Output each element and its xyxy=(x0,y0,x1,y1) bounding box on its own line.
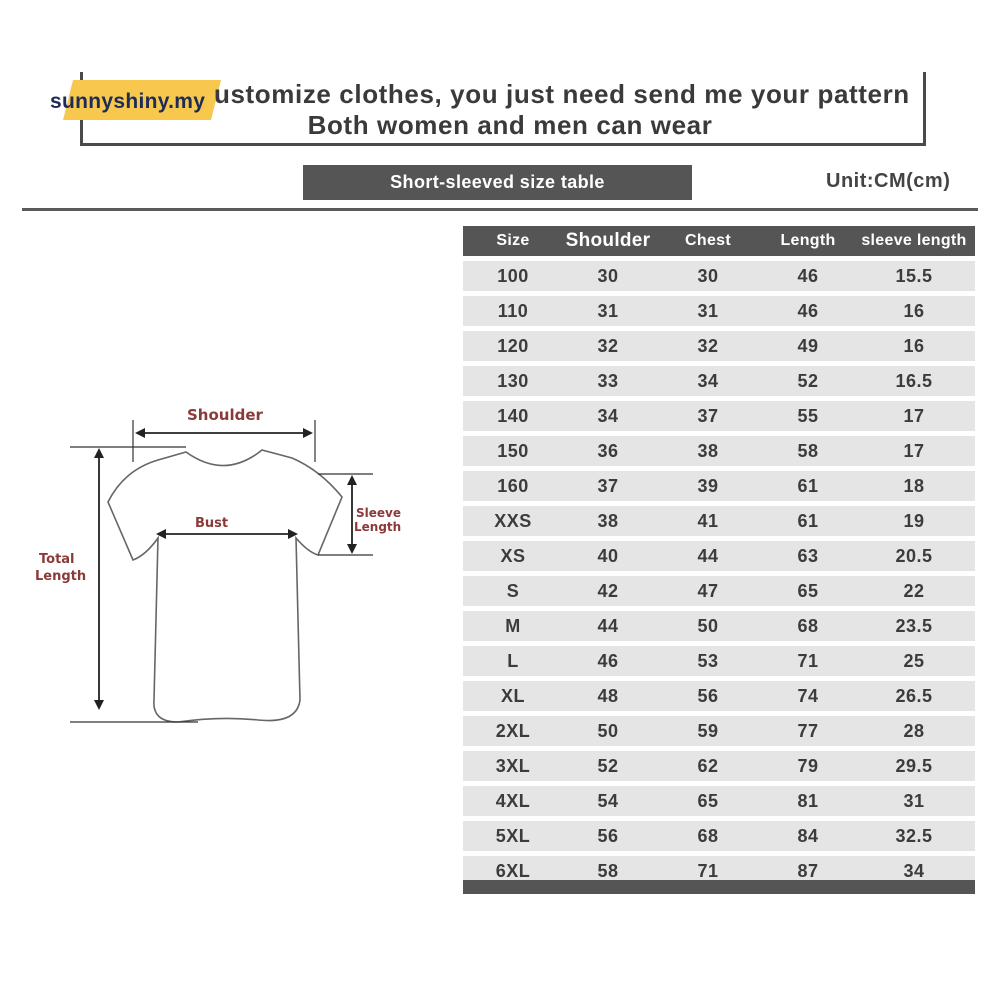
cell-shoulder: 40 xyxy=(563,541,653,571)
cell-sleeve-length: 16 xyxy=(853,331,975,361)
cell-sleeve-length: 34 xyxy=(853,856,975,886)
cell-length: 46 xyxy=(763,296,853,326)
cell-shoulder: 30 xyxy=(563,261,653,291)
cell-length: 68 xyxy=(763,611,853,641)
column-header-sleeve-length: sleeve length xyxy=(853,226,975,256)
cell-sleeve-length: 19 xyxy=(853,506,975,536)
cell-sleeve-length: 29.5 xyxy=(853,751,975,781)
table-row xyxy=(463,366,975,396)
cell-size: XS xyxy=(463,541,563,571)
table-row xyxy=(463,331,975,361)
cell-chest: 62 xyxy=(653,751,763,781)
cell-shoulder: 52 xyxy=(563,751,653,781)
cell-shoulder: 46 xyxy=(563,646,653,676)
cell-sleeve-length: 20.5 xyxy=(853,541,975,571)
table-row xyxy=(463,821,975,851)
cell-size: 3XL xyxy=(463,751,563,781)
cell-sleeve-length: 18 xyxy=(853,471,975,501)
cell-sleeve-length: 23.5 xyxy=(853,611,975,641)
cell-chest: 32 xyxy=(653,331,763,361)
size-table xyxy=(463,221,975,891)
cell-chest: 47 xyxy=(653,576,763,606)
cell-shoulder: 44 xyxy=(563,611,653,641)
table-header-row xyxy=(463,226,975,256)
cell-size: 100 xyxy=(463,261,563,291)
table-row xyxy=(463,506,975,536)
table-row xyxy=(463,261,975,291)
size-table-title: Short-sleeved size table xyxy=(303,165,692,200)
cell-sleeve-length: 22 xyxy=(853,576,975,606)
cell-shoulder: 56 xyxy=(563,821,653,851)
cell-length: 77 xyxy=(763,716,853,746)
cell-length: 71 xyxy=(763,646,853,676)
cell-size: 140 xyxy=(463,401,563,431)
table-row xyxy=(463,296,975,326)
cell-shoulder: 38 xyxy=(563,506,653,536)
cell-length: 79 xyxy=(763,751,853,781)
cell-sleeve-length: 16 xyxy=(853,296,975,326)
cell-chest: 50 xyxy=(653,611,763,641)
cell-length: 49 xyxy=(763,331,853,361)
cell-length: 61 xyxy=(763,506,853,536)
tshirt-outline xyxy=(108,450,342,722)
table-row xyxy=(463,681,975,711)
cell-length: 58 xyxy=(763,436,853,466)
cell-size: S xyxy=(463,576,563,606)
brand-watermark: sunnyshiny.my xyxy=(50,90,206,113)
cell-chest: 34 xyxy=(653,366,763,396)
shoulder-label: Shoulder xyxy=(187,406,263,424)
cell-chest: 41 xyxy=(653,506,763,536)
cell-chest: 31 xyxy=(653,296,763,326)
cell-sleeve-length: 31 xyxy=(853,786,975,816)
cell-shoulder: 31 xyxy=(563,296,653,326)
cell-sleeve-length: 15.5 xyxy=(853,261,975,291)
table-row xyxy=(463,576,975,606)
table-row xyxy=(463,436,975,466)
cell-sleeve-length: 25 xyxy=(853,646,975,676)
cell-sleeve-length: 17 xyxy=(853,436,975,466)
cell-length: 81 xyxy=(763,786,853,816)
cell-shoulder: 42 xyxy=(563,576,653,606)
cell-size: 4XL xyxy=(463,786,563,816)
cell-sleeve-length: 16.5 xyxy=(853,366,975,396)
cell-chest: 71 xyxy=(653,856,763,886)
cell-shoulder: 33 xyxy=(563,366,653,396)
cell-size: 150 xyxy=(463,436,563,466)
cell-size: 120 xyxy=(463,331,563,361)
sleeve-label-line2: Length xyxy=(354,520,402,534)
total-label-line2: Length xyxy=(35,569,87,584)
cell-size: L xyxy=(463,646,563,676)
table-footer-bar xyxy=(463,880,975,894)
cell-chest: 68 xyxy=(653,821,763,851)
cell-chest: 65 xyxy=(653,786,763,816)
cell-size: 2XL xyxy=(463,716,563,746)
cell-sleeve-length: 32.5 xyxy=(853,821,975,851)
cell-chest: 56 xyxy=(653,681,763,711)
cell-length: 63 xyxy=(763,541,853,571)
cell-shoulder: 37 xyxy=(563,471,653,501)
cell-shoulder: 34 xyxy=(563,401,653,431)
cell-shoulder: 50 xyxy=(563,716,653,746)
column-header-shoulder: Shoulder xyxy=(563,226,653,256)
cell-chest: 38 xyxy=(653,436,763,466)
total-label-line1: Total xyxy=(39,552,75,567)
cell-length: 87 xyxy=(763,856,853,886)
table-row xyxy=(463,716,975,746)
cell-sleeve-length: 17 xyxy=(853,401,975,431)
cell-size: 110 xyxy=(463,296,563,326)
cell-size: M xyxy=(463,611,563,641)
column-header-length: Length xyxy=(763,226,853,256)
cell-sleeve-length: 28 xyxy=(853,716,975,746)
cell-chest: 30 xyxy=(653,261,763,291)
table-row xyxy=(463,401,975,431)
cell-chest: 37 xyxy=(653,401,763,431)
table-row xyxy=(463,611,975,641)
sleeve-label-line1: Sleeve xyxy=(356,506,401,520)
cell-size: 160 xyxy=(463,471,563,501)
cell-length: 55 xyxy=(763,401,853,431)
cell-length: 84 xyxy=(763,821,853,851)
cell-chest: 59 xyxy=(653,716,763,746)
cell-shoulder: 36 xyxy=(563,436,653,466)
column-header-size: Size xyxy=(463,226,563,256)
cell-length: 46 xyxy=(763,261,853,291)
cell-chest: 44 xyxy=(653,541,763,571)
cell-chest: 39 xyxy=(653,471,763,501)
bust-label: Bust xyxy=(195,516,229,531)
cell-length: 65 xyxy=(763,576,853,606)
headline: ustomize clothes, you just need send me your pattern xyxy=(214,79,910,109)
subline: Both women and men can wear xyxy=(307,110,713,140)
table-row xyxy=(463,541,975,571)
cell-chest: 53 xyxy=(653,646,763,676)
cell-length: 52 xyxy=(763,366,853,396)
table-row xyxy=(463,786,975,816)
table-row xyxy=(463,751,975,781)
cell-size: 6XL xyxy=(463,856,563,886)
table-row xyxy=(463,471,975,501)
table-row xyxy=(463,646,975,676)
cell-size: XL xyxy=(463,681,563,711)
cell-size: 130 xyxy=(463,366,563,396)
cell-size: XXS xyxy=(463,506,563,536)
unit-label: Unit:CM(cm) xyxy=(826,170,951,192)
cell-shoulder: 48 xyxy=(563,681,653,711)
cell-length: 74 xyxy=(763,681,853,711)
cell-shoulder: 54 xyxy=(563,786,653,816)
cell-shoulder: 58 xyxy=(563,856,653,886)
cell-length: 61 xyxy=(763,471,853,501)
cell-shoulder: 32 xyxy=(563,331,653,361)
column-header-chest: Chest xyxy=(653,226,763,256)
cell-size: 5XL xyxy=(463,821,563,851)
cell-sleeve-length: 26.5 xyxy=(853,681,975,711)
